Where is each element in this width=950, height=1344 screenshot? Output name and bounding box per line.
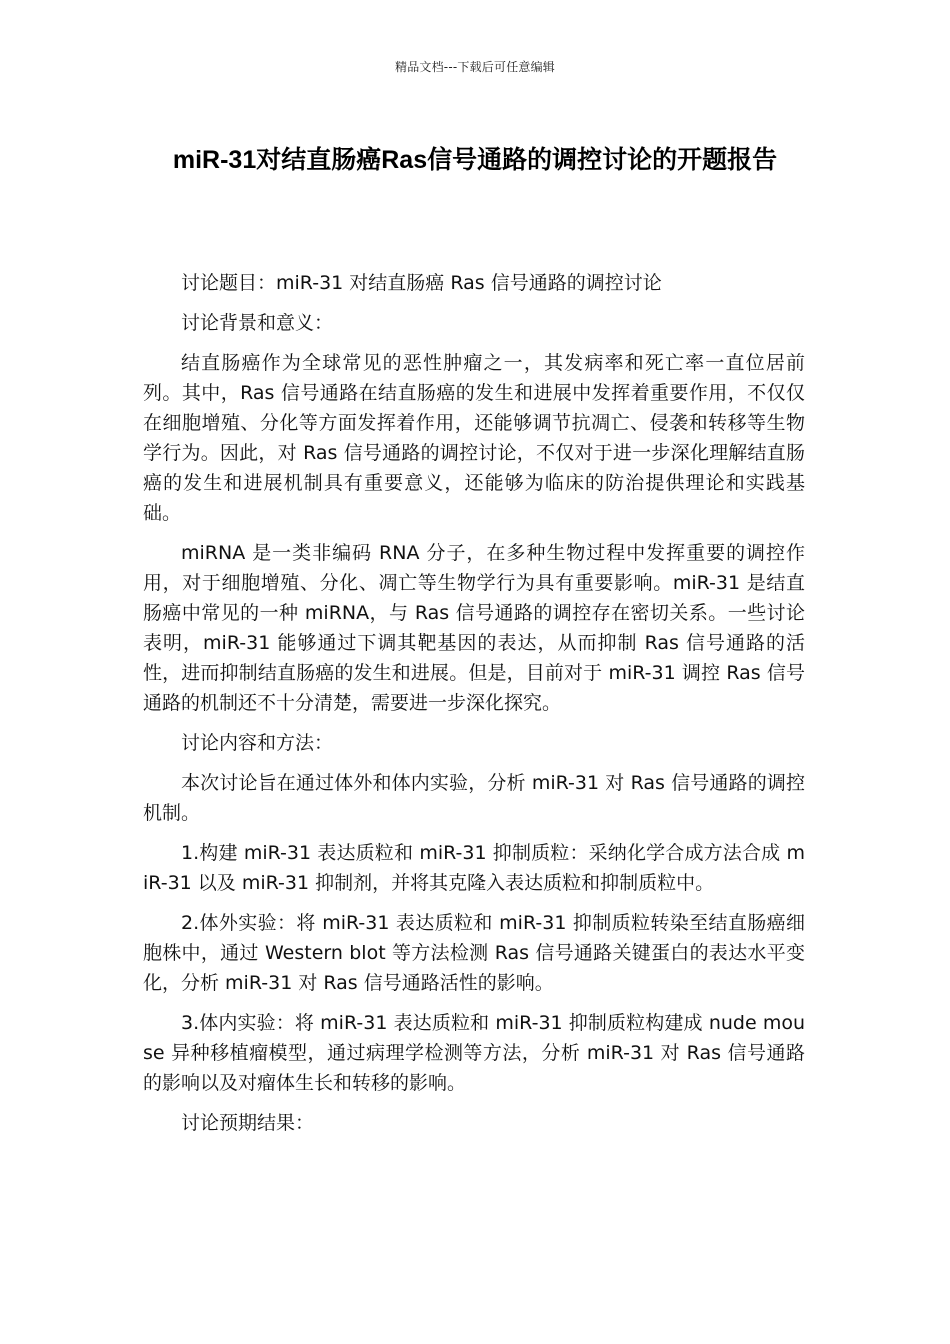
section-heading-methods: 讨论内容和方法： [181,732,334,754]
document-body [143,268,805,1148]
paragraph-method-3: 3.体内实验：将 miR-31 表达质粒和 miR-31 抑制质粒构建成 nude mouse 异种移植瘤模型，通过病理学检测等方法，分析 miR-31 对 Ras 信号通路的影响以及对瘤体生长和转移的影响。 [143,1012,805,1094]
paragraph-background: 结直肠癌作为全球常见的恶性肿瘤之一，其发病率和死亡率一直位居前列。其中，Ras 信号通路在结直肠癌的发生和进展中发挥着重要作用，不仅仅在细胞增殖、分化等方面发挥着作用，还能够调节抗凋亡、侵袭和转移等生物学行为。因此，对 Ras 信号通路的调控讨论，不仅对于进一步深化理解结直肠癌的发生和进展机制具有重要意义，还能够为临床的防治提供理论和实践基础。 [143,352,805,524]
section-heading-expected-results: 讨论预期结果： [181,1112,315,1134]
paragraph-method-1: 1.构建 miR-31 表达质粒和 miR-31 抑制质粒：采纳化学合成方法合成 miR-31 以及 miR-31 抑制剂，并将其克隆入表达质粒和抑制质粒中。 [143,842,805,894]
header-note: 精品文档---下载后可任意编辑 [395,60,555,74]
document-title: miR-31对结直肠癌Ras信号通路的调控讨论的开题报告 [172,146,778,174]
paragraph-method-2: 2.体外实验：将 miR-31 表达质粒和 miR-31 抑制质粒转染至结直肠癌细胞株中，通过 Western blot 等方法检测 Ras 信号通路关键蛋白的表达水平变化，分析 miR-31 对 Ras 信号通路活性的影响。 [143,912,805,994]
paragraph-topic: 讨论题目：miR-31 对结直肠癌 Ras 信号通路的调控讨论 [181,272,662,294]
paragraph-methods-intro: 本次讨论旨在通过体外和体内实验，分析 miR-31 对 Ras 信号通路的调控机制。 [143,772,805,824]
paragraph-mirna: miRNA 是一类非编码 RNA 分子，在多种生物过程中发挥重要的调控作用，对于细胞增殖、分化、凋亡等生物学行为具有重要影响。miR-31 是结直肠癌中常见的一种 miRNA，与 Ras 信号通路的调控存在密切关系。一些讨论表明，miR-31 能够通过下调其靶基因的表达，从而抑制 Ras 信号通路的活性，进而抑制结直肠癌的发生和进展。但是，目前对于 miR-31 调控 Ras 信号通路的机制还不十分清楚，需要进一步深化探究。 [143,542,805,714]
section-heading-background: 讨论背景和意义： [181,312,334,334]
